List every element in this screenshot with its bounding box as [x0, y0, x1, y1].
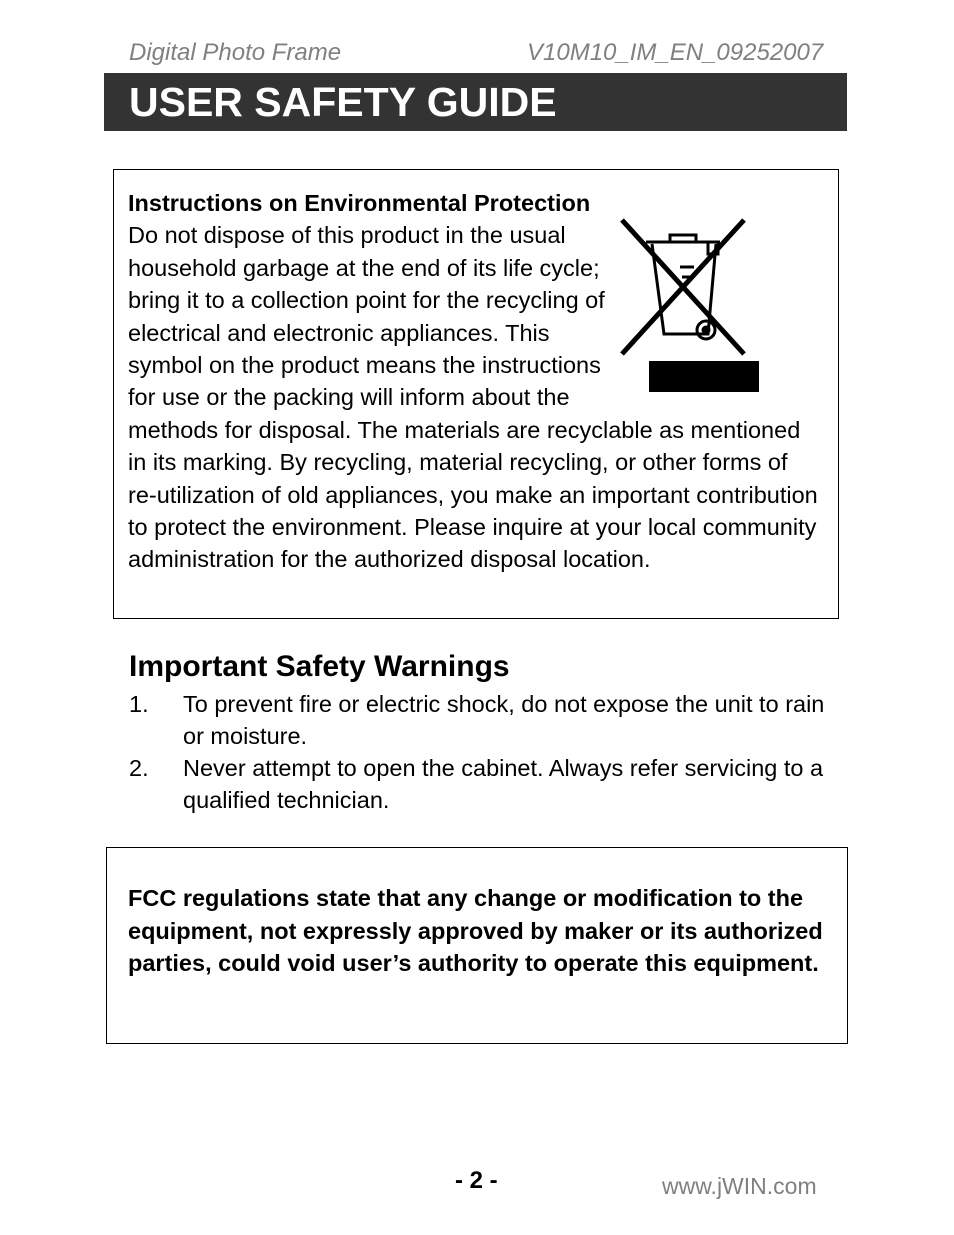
page-title: USER SAFETY GUIDE — [129, 79, 557, 125]
fcc-notice-text: FCC regulations state that any change or modification to the equipment, not expressly approved by maker or its authorized parties, could void user’s authority to operate this equipment. — [128, 885, 823, 976]
environmental-protection-content — [128, 187, 818, 576]
document-code: V10M10_IM_EN_09252007 — [527, 39, 824, 66]
environmental-protection-heading: Instructions on Environmental Protection — [128, 190, 591, 216]
website-url: www.jWIN.com — [662, 1173, 817, 1199]
document-title: Digital Photo Frame — [129, 39, 342, 66]
weee-symbol — [608, 187, 818, 397]
page-number: - 2 - — [455, 1167, 498, 1194]
list-item-number: 2. — [129, 755, 149, 781]
environmental-protection-body: Do not dispose of this product in the usual household garbage at the end of its life cycle; bring it to a collection point for the recycling of electrical and electronic appliances. This symbol on the product means the instructions for use or the packing will inform about the methods for disposal. The materials are recyclable as mentioned in its marking. By recycling, material recycling, or other forms of re-utilization of old appliances, you make an important contribution to protect the environment. Please inquire at your local community administration for the authorized disposal location. — [128, 222, 818, 573]
crossed-out-wheelie-bin-icon — [608, 202, 758, 362]
environmental-protection-box — [113, 169, 839, 619]
fcc-notice-box — [106, 847, 848, 1044]
list-item-number: 1. — [129, 691, 149, 717]
weee-date-bar — [649, 361, 759, 392]
safety-warnings-heading: Important Safety Warnings — [129, 650, 510, 683]
list-item — [129, 752, 829, 816]
list-item-text: Never attempt to open the cabinet. Always refer servicing to a qualified technician. — [183, 755, 824, 813]
list-item — [129, 688, 829, 752]
list-item-text: To prevent fire or electric shock, do not expose the unit to rain or moisture. — [183, 691, 825, 749]
title-bar — [104, 73, 847, 131]
safety-warnings-list — [129, 688, 829, 816]
